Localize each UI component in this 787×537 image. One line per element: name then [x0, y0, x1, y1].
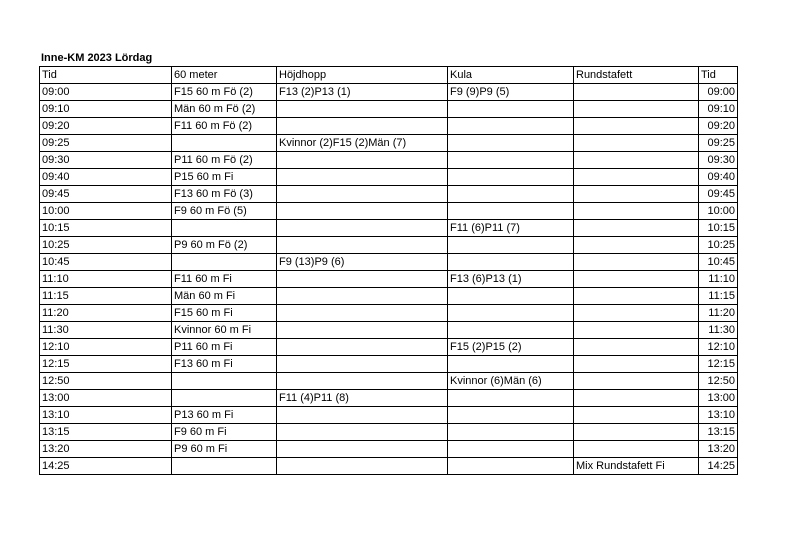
table-row — [40, 288, 738, 305]
cell-sixty-meter: P9 60 m Fi — [172, 441, 277, 458]
cell-time: 11:20 — [40, 305, 172, 322]
table-row — [40, 339, 738, 356]
table-row — [40, 186, 738, 203]
cell-shot-put — [448, 390, 574, 407]
cell-sixty-meter: P11 60 m Fö (2) — [172, 152, 277, 169]
cell-high-jump — [277, 237, 448, 254]
cell-shot-put — [448, 407, 574, 424]
cell-time: 09:40 — [40, 169, 172, 186]
cell-shot-put: F11 (6)P11 (7) — [448, 220, 574, 237]
cell-relay — [574, 424, 699, 441]
table-row — [40, 305, 738, 322]
cell-relay — [574, 271, 699, 288]
cell-shot-put — [448, 305, 574, 322]
cell-time: 11:30 — [40, 322, 172, 339]
cell-sixty-meter: P11 60 m Fi — [172, 339, 277, 356]
cell-high-jump — [277, 441, 448, 458]
cell-sixty-meter: P15 60 m Fi — [172, 169, 277, 186]
cell-time-right: 09:40 — [699, 169, 738, 186]
cell-sixty-meter: F13 60 m Fö (3) — [172, 186, 277, 203]
cell-relay — [574, 237, 699, 254]
cell-time-right: 10:15 — [699, 220, 738, 237]
cell-sixty-meter: P13 60 m Fi — [172, 407, 277, 424]
cell-high-jump — [277, 101, 448, 118]
cell-shot-put: F9 (9)P9 (5) — [448, 84, 574, 101]
cell-relay — [574, 339, 699, 356]
cell-time-right: 10:00 — [699, 203, 738, 220]
cell-shot-put — [448, 424, 574, 441]
cell-shot-put — [448, 322, 574, 339]
cell-relay — [574, 288, 699, 305]
cell-relay — [574, 135, 699, 152]
cell-time-right: 14:25 — [699, 458, 738, 475]
cell-relay — [574, 407, 699, 424]
cell-high-jump — [277, 118, 448, 135]
table-row — [40, 135, 738, 152]
cell-time: 09:30 — [40, 152, 172, 169]
cell-time-right: 11:15 — [699, 288, 738, 305]
cell-time-right: 13:10 — [699, 407, 738, 424]
cell-sixty-meter: F11 60 m Fö (2) — [172, 118, 277, 135]
cell-relay — [574, 220, 699, 237]
cell-relay — [574, 305, 699, 322]
cell-time: 13:10 — [40, 407, 172, 424]
header-cell-high-jump: Höjdhopp — [277, 67, 448, 84]
cell-shot-put — [448, 254, 574, 271]
cell-time-right: 10:45 — [699, 254, 738, 271]
cell-shot-put — [448, 118, 574, 135]
cell-shot-put — [448, 135, 574, 152]
cell-shot-put: F15 (2)P15 (2) — [448, 339, 574, 356]
cell-sixty-meter: F15 60 m Fi — [172, 305, 277, 322]
cell-relay — [574, 254, 699, 271]
cell-shot-put — [448, 288, 574, 305]
cell-time-right: 12:50 — [699, 373, 738, 390]
table-row — [40, 237, 738, 254]
cell-high-jump — [277, 271, 448, 288]
cell-sixty-meter — [172, 390, 277, 407]
table-row — [40, 220, 738, 237]
cell-high-jump — [277, 288, 448, 305]
cell-time-right: 09:00 — [699, 84, 738, 101]
cell-high-jump — [277, 305, 448, 322]
cell-relay — [574, 101, 699, 118]
cell-sixty-meter — [172, 373, 277, 390]
cell-relay — [574, 390, 699, 407]
cell-sixty-meter: Kvinnor 60 m Fi — [172, 322, 277, 339]
cell-relay — [574, 441, 699, 458]
cell-sixty-meter: F11 60 m Fi — [172, 271, 277, 288]
cell-sixty-meter: F13 60 m Fi — [172, 356, 277, 373]
table-row — [40, 441, 738, 458]
cell-time: 14:25 — [40, 458, 172, 475]
cell-time-right: 09:45 — [699, 186, 738, 203]
cell-sixty-meter: Män 60 m Fi — [172, 288, 277, 305]
cell-time-right: 13:00 — [699, 390, 738, 407]
cell-time: 13:00 — [40, 390, 172, 407]
table-row — [40, 458, 738, 475]
cell-time: 11:15 — [40, 288, 172, 305]
cell-relay: Mix Rundstafett Fi — [574, 458, 699, 475]
table-row — [40, 152, 738, 169]
header-cell-relay: Rundstafett — [574, 67, 699, 84]
header-cell-time-right: Tid — [699, 67, 738, 84]
cell-time: 09:25 — [40, 135, 172, 152]
cell-high-jump: F9 (13)P9 (6) — [277, 254, 448, 271]
cell-sixty-meter: Män 60 m Fö (2) — [172, 101, 277, 118]
cell-time: 13:20 — [40, 441, 172, 458]
table-row — [40, 271, 738, 288]
cell-relay — [574, 356, 699, 373]
sheet-title: Inne-KM 2023 Lördag — [41, 52, 153, 64]
cell-high-jump — [277, 169, 448, 186]
cell-time: 12:50 — [40, 373, 172, 390]
cell-time: 10:25 — [40, 237, 172, 254]
cell-time-right: 09:20 — [699, 118, 738, 135]
cell-shot-put — [448, 458, 574, 475]
cell-time: 09:00 — [40, 84, 172, 101]
cell-sixty-meter: P9 60 m Fö (2) — [172, 237, 277, 254]
cell-high-jump — [277, 186, 448, 203]
cell-shot-put — [448, 186, 574, 203]
cell-time: 12:15 — [40, 356, 172, 373]
cell-high-jump — [277, 152, 448, 169]
cell-time: 11:10 — [40, 271, 172, 288]
table-row — [40, 203, 738, 220]
header-row — [40, 67, 738, 84]
header-cell-shot-put: Kula — [448, 67, 574, 84]
table-row — [40, 373, 738, 390]
schedule-body — [40, 67, 738, 475]
cell-high-jump — [277, 373, 448, 390]
header-cell-time: Tid — [40, 67, 172, 84]
cell-sixty-meter — [172, 220, 277, 237]
cell-relay — [574, 169, 699, 186]
table-row — [40, 118, 738, 135]
cell-shot-put — [448, 237, 574, 254]
cell-time: 09:10 — [40, 101, 172, 118]
cell-time-right: 11:30 — [699, 322, 738, 339]
cell-sixty-meter — [172, 135, 277, 152]
cell-shot-put — [448, 169, 574, 186]
table-row — [40, 84, 738, 101]
table-row — [40, 407, 738, 424]
cell-shot-put — [448, 441, 574, 458]
cell-time-right: 11:20 — [699, 305, 738, 322]
cell-sixty-meter: F9 60 m Fi — [172, 424, 277, 441]
cell-high-jump — [277, 407, 448, 424]
cell-time-right: 09:30 — [699, 152, 738, 169]
cell-time: 10:45 — [40, 254, 172, 271]
cell-relay — [574, 152, 699, 169]
cell-time-right: 13:20 — [699, 441, 738, 458]
cell-high-jump — [277, 356, 448, 373]
cell-sixty-meter — [172, 458, 277, 475]
table-row — [40, 254, 738, 271]
cell-relay — [574, 84, 699, 101]
cell-high-jump — [277, 322, 448, 339]
cell-shot-put — [448, 203, 574, 220]
header-cell-sixty-meter: 60 meter — [172, 67, 277, 84]
table-row — [40, 169, 738, 186]
cell-time-right: 11:10 — [699, 271, 738, 288]
cell-shot-put: F13 (6)P13 (1) — [448, 271, 574, 288]
cell-time: 12:10 — [40, 339, 172, 356]
cell-sixty-meter: F9 60 m Fö (5) — [172, 203, 277, 220]
cell-shot-put — [448, 152, 574, 169]
cell-sixty-meter — [172, 254, 277, 271]
cell-time-right: 13:15 — [699, 424, 738, 441]
cell-time: 10:15 — [40, 220, 172, 237]
cell-time: 13:15 — [40, 424, 172, 441]
cell-relay — [574, 118, 699, 135]
table-row — [40, 322, 738, 339]
table-row — [40, 356, 738, 373]
cell-high-jump — [277, 203, 448, 220]
cell-time-right: 09:10 — [699, 101, 738, 118]
cell-relay — [574, 186, 699, 203]
cell-time: 10:00 — [40, 203, 172, 220]
cell-high-jump — [277, 220, 448, 237]
cell-relay — [574, 203, 699, 220]
cell-high-jump — [277, 424, 448, 441]
cell-high-jump — [277, 458, 448, 475]
table-row — [40, 101, 738, 118]
cell-shot-put — [448, 101, 574, 118]
schedule-table — [39, 66, 738, 475]
cell-time: 09:20 — [40, 118, 172, 135]
cell-time: 09:45 — [40, 186, 172, 203]
table-row — [40, 424, 738, 441]
cell-time-right: 09:25 — [699, 135, 738, 152]
table-row — [40, 390, 738, 407]
cell-high-jump: F11 (4)P11 (8) — [277, 390, 448, 407]
cell-shot-put — [448, 356, 574, 373]
cell-high-jump: Kvinnor (2)F15 (2)Män (7) — [277, 135, 448, 152]
cell-relay — [574, 373, 699, 390]
cell-shot-put: Kvinnor (6)Män (6) — [448, 373, 574, 390]
cell-time-right: 12:10 — [699, 339, 738, 356]
cell-high-jump — [277, 339, 448, 356]
cell-high-jump: F13 (2)P13 (1) — [277, 84, 448, 101]
cell-time-right: 10:25 — [699, 237, 738, 254]
cell-time-right: 12:15 — [699, 356, 738, 373]
cell-relay — [574, 322, 699, 339]
cell-sixty-meter: F15 60 m Fö (2) — [172, 84, 277, 101]
